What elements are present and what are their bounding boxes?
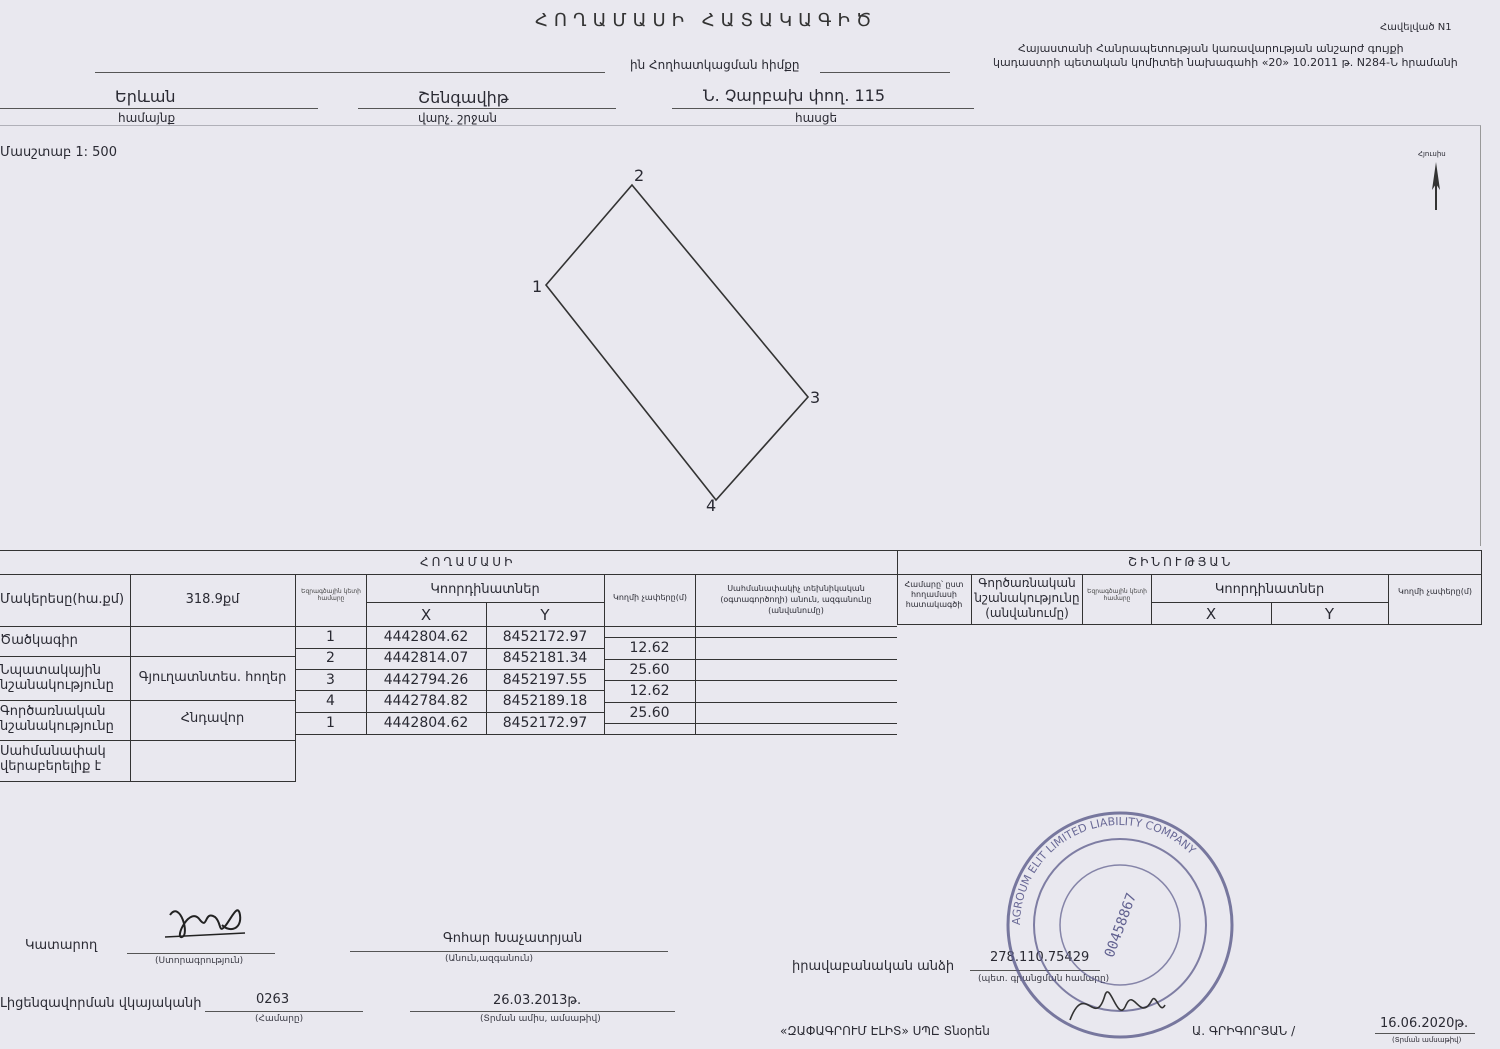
row-3-x: 4442794.26 <box>383 672 469 688</box>
row-3-point: 3 <box>326 672 335 688</box>
decree-line-1: Հայաստանի Հանրապետության կառավարության անշարժ գույքի <box>1018 42 1404 55</box>
point-number-header: Եզրագծային կետի համարը <box>301 588 361 602</box>
row-4-x: 4442784.82 <box>383 693 469 709</box>
area-value: 318.9քմ <box>185 592 240 607</box>
point-label-4: 4 <box>706 496 717 515</box>
side-length-4-1: 25.60 <box>629 705 670 721</box>
coords-header: Կոորդինատներ <box>430 582 540 597</box>
district-caption: վարչ. շրջան <box>418 111 497 125</box>
number-caption: (Համարը) <box>255 1014 304 1024</box>
building-function-header: Գործառնական նշանակությունը (անվանումը) <box>974 576 1080 620</box>
legal-entity-label: իրավաբանական անձի <box>792 959 955 974</box>
row-1-x: 4442804.62 <box>383 629 469 645</box>
functional-label: Գործառնական նշանակությունը <box>0 704 114 734</box>
cadastral-label: Ծածկագիր <box>0 633 78 648</box>
area-label: Մակերեսը(հա.քմ) <box>0 592 125 607</box>
executor-label: Կատարող <box>25 938 98 953</box>
scale-label: Մասշտաբ 1: 500 <box>0 145 117 160</box>
name-caption: (Անուն,ազգանուն) <box>445 954 533 964</box>
license-date: 26.03.2013թ. <box>493 993 582 1008</box>
row-5-x: 4442804.62 <box>383 715 469 731</box>
y-header: Y <box>540 606 550 624</box>
point-label-1: 1 <box>532 277 543 296</box>
signature-caption: (Ստորագրություն) <box>155 956 244 966</box>
final-date-caption: (Տրման ամսաթիվ) <box>1392 1036 1462 1044</box>
date-caption: (Տրման ամիս, ամսաթիվ) <box>480 1014 601 1024</box>
side-length-2-3: 25.60 <box>629 662 670 678</box>
side-length-3-4: 12.62 <box>629 683 670 699</box>
company-line: «ԶԱՓԱԳՐՈՒՄ ԷԼԻՏ» ՍՊԸ Տնօրեն <box>780 1024 990 1038</box>
decree-line-2: կադաստրի պետական կոմիտեի նախագահի «20» 10.2011 թ. N284-Ն հրամանի <box>993 56 1458 69</box>
appendix-label: Հավելված N1 <box>1380 22 1452 33</box>
purpose-value: Գյուղատնտես. հողեր <box>138 670 287 685</box>
building-x-header: X <box>1205 605 1217 623</box>
director-name: Ա. ԳՐԻԳՈՐՅԱՆ / <box>1192 1024 1296 1038</box>
side-length-header: Կողմի չափերը(մ) <box>612 593 688 602</box>
district-value: Շենգավիթ <box>418 88 509 107</box>
x-header: X <box>420 606 432 624</box>
building-coords-header: Կոորդինատներ <box>1214 582 1325 597</box>
license-label: Լիցենզավորման վկայականի <box>0 996 202 1011</box>
row-4-point: 4 <box>326 693 335 709</box>
final-date: 16.06.2020թ. <box>1380 1016 1469 1031</box>
row-2-y: 8452181.34 <box>502 650 588 666</box>
community-caption: համայնք <box>118 111 176 125</box>
tax-id: 278.110.75429 <box>990 950 1090 965</box>
encumbrance-label: Սահմանափակ վերաբերելիք է <box>0 744 106 774</box>
functional-value: Հնդավոր <box>180 711 245 726</box>
north-label: Հյուսիս <box>1418 150 1446 158</box>
registry-basis-label: ին Հողհատկացման հիմքը <box>630 58 800 72</box>
license-number: 0263 <box>256 992 290 1007</box>
director-signature <box>1060 975 1170 1035</box>
land-section-title: ՀՈՂԱՄԱՍԻ <box>420 555 516 569</box>
building-point-header: Եզրագծային կետի համարը <box>1087 588 1147 602</box>
seal-ring-text: AGROUM ELIT LIMITED LIABILITY COMPANY <box>1009 814 1199 926</box>
street-value: Ն. Չարբախ փող. 115 <box>703 86 886 105</box>
building-y-header: Y <box>1324 605 1335 623</box>
point-label-2: 2 <box>634 166 645 185</box>
purpose-label: Նպատակային նշանակությունը <box>0 663 114 693</box>
row-3-y: 8452197.55 <box>502 672 588 688</box>
side-length-1-2: 12.62 <box>629 640 670 656</box>
row-5-y: 8452172.97 <box>502 715 588 731</box>
document-title: ՀՈՂԱՄԱՍԻ ՀԱՏԱԿԱԳԻԾ <box>535 10 878 31</box>
building-number-header: Համարը՝ ըստ հողամասի հատակագծի <box>904 580 964 609</box>
building-side-header: Կողմի չափերը(մ) <box>1397 587 1473 596</box>
seal-number: 00458867 <box>1101 890 1140 960</box>
row-4-y: 8452189.18 <box>502 693 588 709</box>
row-5-point: 1 <box>326 715 335 731</box>
limits-header: Սահմանափակիչ տեխնիկական (օգտագործողի) անուն, ազգանունը (անվանումը) <box>720 584 872 615</box>
svg-text:AGROUM ELIT LIMITED LIABILITY <box>1010 815 1198 925</box>
executor-name: Գոհար Խաչատրյան <box>443 931 583 946</box>
executor-signature <box>160 895 250 945</box>
row-1-point: 1 <box>326 629 335 645</box>
point-label-3: 3 <box>810 388 821 407</box>
community-value: Երևան <box>115 87 176 106</box>
street-caption: հասցե <box>795 111 838 125</box>
row-1-y: 8452172.97 <box>502 629 588 645</box>
row-2-x: 4442814.07 <box>383 650 469 666</box>
building-section-title: ՇԻՆՈՒԹՅԱՆ <box>1128 555 1234 569</box>
row-2-point: 2 <box>326 650 335 666</box>
tax-caption: (պետ. գրանցման համարը) <box>978 974 1110 984</box>
